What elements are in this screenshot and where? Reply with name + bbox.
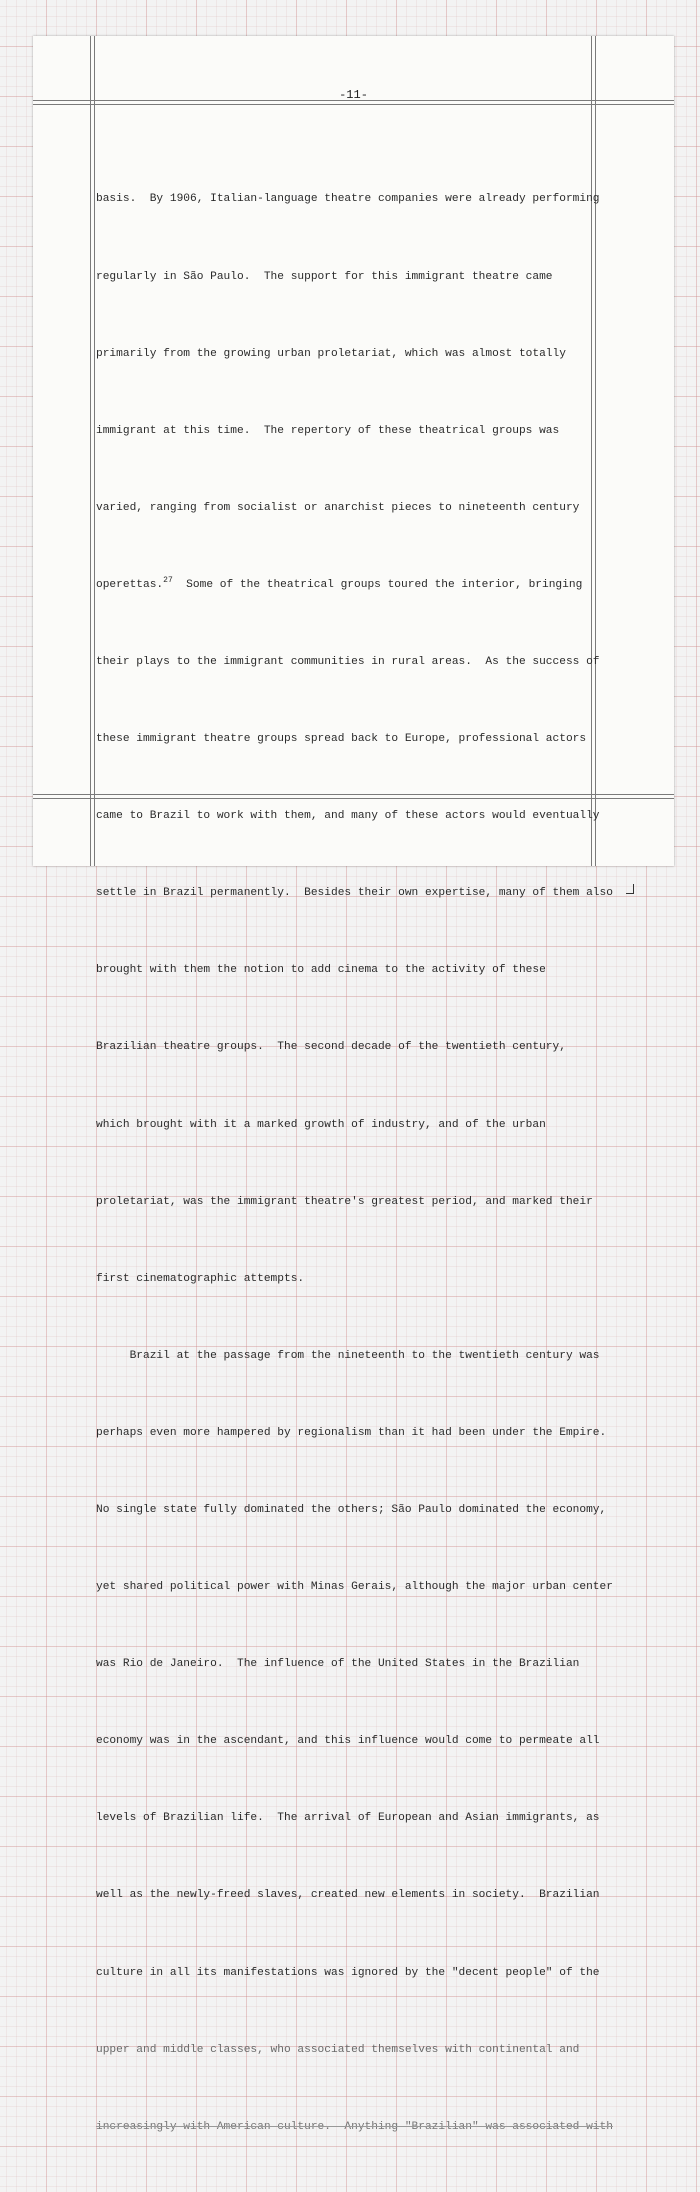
text-line: primarily from the growing urban proletariat, which was almost totally <box>96 347 566 360</box>
text-line: was Rio de Janeiro. The influence of the United States in the Brazilian <box>96 1658 580 1671</box>
text-segment: Some of the theatrical groups toured the interior, bringing <box>172 578 583 591</box>
text-line: these immigrant theatre groups spread back to Europe, professional actors <box>96 733 587 746</box>
text-line-with-footnote <box>96 573 616 599</box>
text-line: regularly in São Paulo. The support for this immigrant theatre came <box>96 270 553 283</box>
text-line: increasingly with American culture. Anything "Brazilian" was associated with <box>96 2120 613 2133</box>
top-margin-rule-inner <box>33 104 674 105</box>
footnote-reference: 27 <box>163 575 173 585</box>
body-text <box>96 136 616 2192</box>
text-line: basis. By 1906, Italian-language theatre companies were already performing <box>96 193 600 206</box>
text-line: upper and middle classes, who associated themselves with continental and <box>96 2043 580 2056</box>
text-line: economy was in the ascendant, and this influence would come to permeate all <box>96 1735 600 1748</box>
text-line: first cinematographic attempts. <box>96 1272 305 1285</box>
text-line: yet shared political power with Minas Gerais, although the major urban center <box>96 1581 613 1594</box>
text-line: varied, ranging from socialist or anarchist pieces to nineteenth century <box>96 501 580 514</box>
text-line: brought with them the notion to add cinema to the activity of these <box>96 964 546 977</box>
document-page <box>33 36 674 2133</box>
text-line: came to Brazil to work with them, and many of these actors would eventually <box>96 810 600 823</box>
text-line: proletariat, was the immigrant theatre's greatest period, and marked their <box>96 1195 593 1208</box>
corner-crop-mark <box>626 884 634 894</box>
text-line: which brought with it a marked growth of industry, and of the urban <box>96 1118 546 1131</box>
left-margin-rule-inner <box>94 36 95 866</box>
page-number: -11- <box>339 88 368 102</box>
left-margin-rule <box>90 36 91 866</box>
text-line: No single state fully dominated the others; São Paulo dominated the economy, <box>96 1504 607 1516</box>
text-segment: operettas. <box>96 578 164 591</box>
text-line: immigrant at this time. The repertory of these theatrical groups was <box>96 424 560 437</box>
text-line: culture in all its manifestations was ignored by the "decent people" of the <box>96 1966 600 1979</box>
text-line: their plays to the immigrant communities in rural areas. As the success of <box>96 655 600 668</box>
text-line: settle in Brazil permanently. Besides their own expertise, many of them also <box>96 887 613 900</box>
text-line: levels of Brazilian life. The arrival of European and Asian immigrants, as <box>96 1812 600 1825</box>
text-line: Brazilian theatre groups. The second decade of the twentieth century, <box>96 1041 566 1054</box>
text-line: well as the newly-freed slaves, created new elements in society. Brazilian <box>96 1889 600 1902</box>
text-line: Brazil at the passage from the nineteenth to the twentieth century was <box>96 1349 600 1362</box>
text-line: perhaps even more hampered by regionalism than it had been under the Empire. <box>96 1426 607 1439</box>
